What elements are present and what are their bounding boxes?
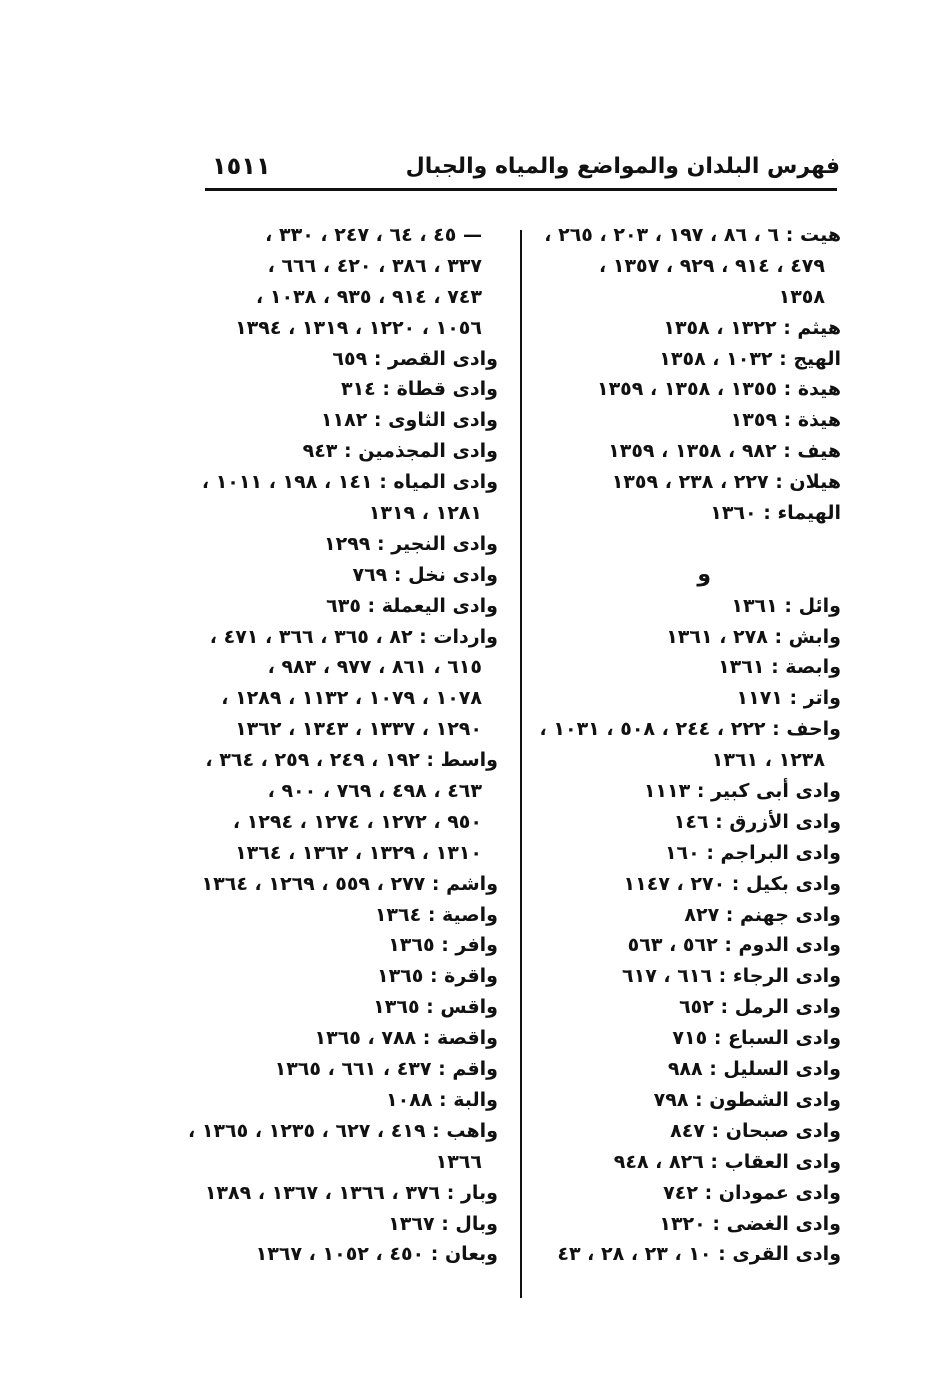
index-line: وادى العقاب : ٨٢٦ ، ٩٤٨: [613, 1150, 841, 1173]
index-line: ١٢٣٨ ، ١٣٦١: [711, 749, 825, 772]
index-line: ٧٤٣ ، ٩١٤ ، ٩٣٥ ، ١٠٣٨ ،: [256, 285, 482, 308]
index-line: — ٤٥ ، ٦٤ ، ٢٤٧ ، ٣٣٠ ،: [265, 224, 482, 246]
index-line: وبار : ٣٧٦ ، ١٣٦٦ ، ١٣٦٧ ، ١٣٨٩: [204, 1181, 498, 1204]
index-line: ١٠٥٦ ، ١٢٢٠ ، ١٣١٩ ، ١٣٩٤: [235, 316, 482, 339]
index-line: ١٣٥٨: [778, 285, 825, 308]
index-line: وابصة : ١٣٦١: [718, 656, 841, 679]
index-line: وادى النجير : ١٢٩٩: [324, 532, 498, 555]
index-line: واصية : ١٣٦٤: [374, 903, 498, 926]
index-line: وبال : ١٣٦٧: [388, 1212, 498, 1235]
index-line: وبعان : ٤٥٠ ، ١٠٥٢ ، ١٣٦٧: [255, 1243, 498, 1266]
index-line: وادى المياه : ١٤١ ، ١٩٨ ، ١٠١١ ،: [201, 471, 498, 494]
index-line: هيدة : ١٣٥٥ ، ١٣٥٨ ، ١٣٥٩: [596, 378, 841, 401]
index-line: واشم : ٢٧٧ ، ٥٥٩ ، ١٢٦٩ ، ١٣٦٤: [201, 872, 498, 895]
index-line: وادى جهنم : ٨٢٧: [684, 903, 841, 926]
index-line: وادى القصر : ٦٥٩: [332, 347, 498, 370]
index-line: وادى القرى : ١٠ ، ٢٣ ، ٢٨ ، ٤٣: [557, 1243, 841, 1266]
index-line: وافر : ١٣٦٥: [388, 934, 498, 957]
index-line: وادى عمودان : ٧٤٢: [663, 1181, 841, 1204]
index-line: وادى صبحان : ٨٤٧: [670, 1119, 841, 1142]
index-line: وادى الدوم : ٥٦٢ ، ٥٦٣: [627, 934, 841, 957]
index-column-left: [187, 220, 498, 1270]
index-line: ٩٥٠ ، ١٢٧٢ ، ١٢٧٤ ، ١٢٩٤ ،: [232, 810, 482, 833]
index-line: الهيج : ١٠٣٢ ، ١٣٥٨: [659, 347, 841, 370]
index-line: هيت : ٦ ، ٨٦ ، ١٩٧ ، ٢٠٣ ، ٢٦٥ ،: [544, 224, 841, 246]
index-line: ١٢٨١ ، ١٣١٩: [368, 502, 482, 525]
section-letter: و: [697, 561, 711, 587]
index-line: وادى اليعملة : ٦٣٥: [326, 594, 498, 617]
index-line: وادى الرمل : ٦٥٢: [679, 996, 841, 1019]
index-line: هيف : ٩٨٢ ، ١٣٥٨ ، ١٣٥٩: [608, 440, 841, 463]
index-line: واهب : ٤١٩ ، ٦٢٧ ، ١٢٣٥ ، ١٣٦٥ ،: [187, 1119, 498, 1142]
index-line: ١٣١٠ ، ١٣٢٩ ، ١٣٦٢ ، ١٣٦٤: [235, 841, 482, 864]
index-line: وادى البراجم : ١٦٠: [664, 841, 841, 864]
index-line: ٦١٥ ، ٨٦١ ، ٩٧٧ ، ٩٨٣ ،: [267, 656, 482, 679]
index-line: هيثم : ١٣٢٢ ، ١٣٥٨: [663, 316, 841, 339]
index-line: وادى أبى كبير : ١١١٣: [643, 780, 841, 803]
page-header: [200, 150, 840, 190]
index-line: وادى الرجاء : ٦١٦ ، ٦١٧: [622, 965, 841, 988]
index-line: واحف : ٢٢٢ ، ٢٤٤ ، ٥٠٨ ، ١٠٣١ ،: [539, 718, 841, 741]
index-line: واقرة : ١٣٦٥: [376, 965, 498, 988]
column-divider: [520, 230, 522, 1298]
index-line: ٣٣٧ ، ٣٨٦ ، ٤٢٠ ، ٦٦٦ ،: [267, 254, 482, 277]
index-line: وادى الأزرق : ١٤٦: [673, 810, 841, 833]
index-line: هيلان : ٢٢٧ ، ٢٣٨ ، ١٣٥٩: [611, 471, 841, 494]
index-line: وادى المجذمين : ٩٤٣: [302, 440, 498, 463]
index-line: وادى نخل : ٧٦٩: [352, 563, 498, 586]
index-column-right: [541, 220, 841, 1270]
index-line: وادى بكيل : ٢٧٠ ، ١١٤٧: [623, 872, 841, 895]
index-line: واقس : ١٣٦٥: [373, 996, 498, 1019]
index-line: واقم : ٤٣٧ ، ٦٦١ ، ١٣٦٥: [274, 1058, 498, 1081]
index-line: واتر : ١١٧١: [736, 687, 841, 710]
running-title: فهرس البلدان والمواضع والمياه والجبال: [405, 154, 840, 179]
index-line: ١٢٩٠ ، ١٣٣٧ ، ١٣٤٣ ، ١٣٦٢: [235, 718, 482, 741]
index-line: وادى السليل : ٩٨٨: [667, 1058, 841, 1081]
blank-line: [541, 529, 841, 560]
header-rule: [205, 188, 837, 191]
index-line: ٤٧٩ ، ٩١٤ ، ٩٢٩ ، ١٣٥٧ ،: [599, 254, 825, 277]
index-line: الهيماء : ١٣٦٠: [710, 502, 841, 525]
index-line: وائل : ١٣٦١: [731, 594, 841, 617]
index-line: وادى الشطون : ٧٩٨: [653, 1088, 841, 1111]
index-line: وادى الثاوى : ١١٨٢: [320, 409, 498, 432]
index-line: وادى قطاة : ٣١٤: [340, 378, 498, 401]
index-line: واردات : ٨٢ ، ٣٦٥ ، ٣٦٦ ، ٤٧١ ،: [209, 625, 498, 648]
index-line: والبة : ١٠٨٨: [386, 1088, 498, 1111]
page-number: ١٥١١: [212, 152, 271, 180]
index-line: واقصة : ٧٨٨ ، ١٣٦٥: [314, 1027, 498, 1050]
index-line: واسط : ١٩٢ ، ٢٤٩ ، ٢٥٩ ، ٣٦٤ ،: [205, 749, 498, 772]
index-line: ٤٦٣ ، ٤٩٨ ، ٧٦٩ ، ٩٠٠ ،: [267, 780, 482, 803]
index-line: وابش : ٢٧٨ ، ١٣٦١: [666, 625, 841, 648]
index-line: وادى السباع : ٧١٥: [672, 1027, 841, 1050]
index-line: وادى الغضى : ١٣٢٠: [659, 1212, 841, 1235]
index-line: ١٣٦٦: [435, 1150, 482, 1173]
index-line: هيذة : ١٣٥٩: [730, 409, 841, 432]
index-line: ١٠٧٨ ، ١٠٧٩ ، ١١٣٢ ، ١٢٨٩ ،: [221, 687, 482, 710]
